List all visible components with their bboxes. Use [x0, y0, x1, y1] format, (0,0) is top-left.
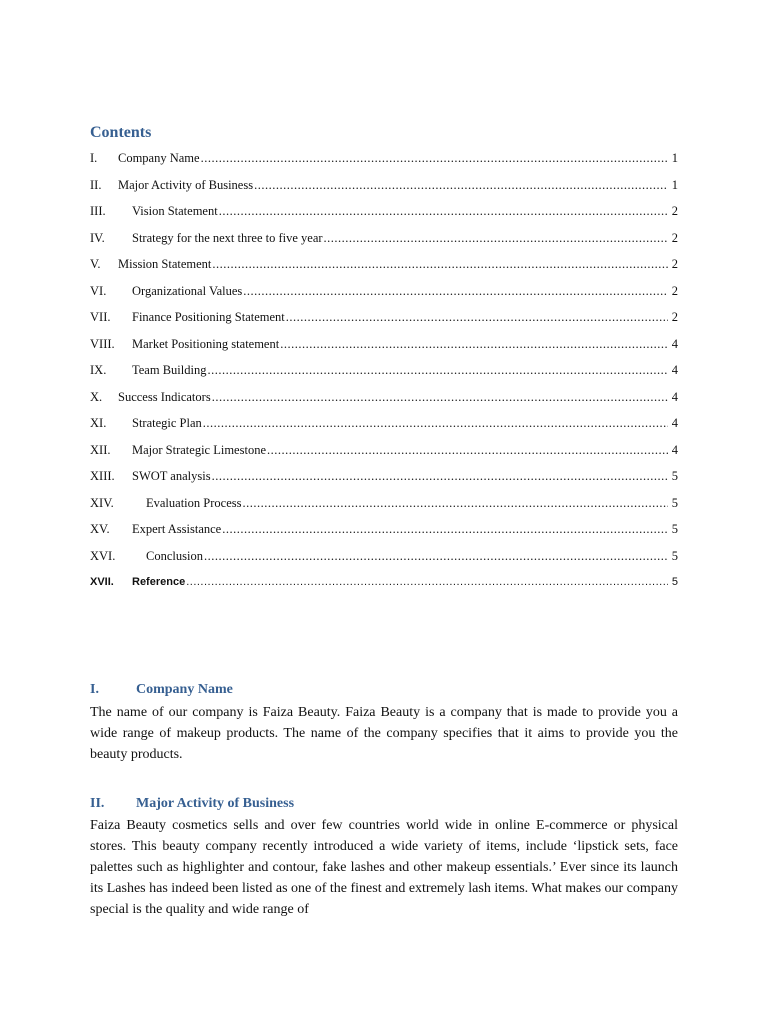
- toc-entry-page: 4: [671, 336, 678, 351]
- toc-entry[interactable]: [90, 572, 678, 599]
- toc-entry-page: 1: [671, 177, 678, 192]
- toc-heading: Contents: [90, 124, 152, 141]
- toc-entry-number: XII.: [90, 442, 111, 457]
- toc-entry[interactable]: [90, 413, 678, 440]
- toc-leader-dots: [267, 440, 668, 460]
- toc-entry-page: 4: [671, 363, 678, 377]
- toc-entry[interactable]: [90, 334, 678, 361]
- section-number: I.: [90, 682, 99, 697]
- toc-entry-page: 5: [671, 548, 678, 563]
- toc-entry-number: XVI.: [90, 548, 116, 563]
- toc-leader-dots: [207, 360, 668, 380]
- toc-entry[interactable]: [90, 519, 678, 546]
- toc-entry-page: 4: [671, 442, 678, 457]
- toc-leader-dots: [201, 148, 668, 168]
- toc-entry-number: XVII.: [90, 576, 114, 588]
- toc-entry-number: I.: [90, 151, 98, 165]
- section-body-major-activity: Faiza Beauty cosmetics sells and over few countries world wide in online E-commerce or physical stores. This beauty company recently introduced a wide variety of items, include ‘lipstick sets, face palettes such as highlighter and contour, fake lashes and other makeup essentials.’ Ever since its launch its Lashes has indeed been listed as one of the finest and extremely lash items. What makes our company special is the quality and wide range of: [90, 818, 678, 917]
- toc-entry-title: Organizational Values: [132, 283, 243, 298]
- toc-entry-title: Reference: [132, 576, 186, 588]
- toc-leader-dots: [219, 201, 668, 221]
- toc-entry[interactable]: [90, 493, 678, 520]
- toc-entry[interactable]: [90, 387, 678, 414]
- section-heading-company-name: [90, 682, 233, 698]
- toc-entry-page: 2: [671, 257, 678, 271]
- toc-leader-dots: [212, 387, 668, 407]
- toc-entry[interactable]: [90, 546, 678, 573]
- toc-entry-title: Strategic Plan: [132, 416, 202, 430]
- toc-entry-page: 4: [671, 416, 678, 430]
- toc-entry-number: XI.: [90, 416, 107, 430]
- toc-leader-dots: [204, 546, 668, 566]
- toc-entry-number: XV.: [90, 522, 110, 536]
- toc-entry-title: Expert Assistance: [132, 522, 222, 536]
- toc-entry-title: Finance Positioning Statement: [132, 310, 285, 324]
- toc-entry-title: Conclusion: [146, 548, 203, 563]
- toc-entry[interactable]: [90, 148, 678, 175]
- toc-entry-page: 2: [671, 230, 678, 245]
- section-title: Major Activity of Business: [136, 796, 295, 811]
- toc-entry-title: Major Strategic Limestone: [132, 442, 266, 457]
- toc-entry-title: Team Building: [132, 363, 207, 377]
- toc-entry-number: III.: [90, 204, 106, 218]
- toc-entry-page: 1: [671, 151, 678, 165]
- toc-entry[interactable]: [90, 360, 678, 387]
- toc-entry[interactable]: [90, 307, 678, 334]
- toc-leader-dots: [242, 493, 668, 513]
- toc-entry-page: 4: [671, 389, 678, 404]
- toc-entry[interactable]: [90, 281, 678, 308]
- toc-entry-number: IV.: [90, 230, 105, 245]
- toc-entry-number: VII.: [90, 310, 111, 324]
- toc-leader-dots: [212, 466, 668, 486]
- toc-leader-dots: [286, 307, 668, 327]
- toc-entry[interactable]: [90, 201, 678, 228]
- toc-entry-number: X.: [90, 389, 103, 404]
- toc-entry-title: Company Name: [118, 151, 200, 165]
- toc-entry[interactable]: [90, 466, 678, 493]
- toc-leader-dots: [203, 413, 668, 433]
- toc-entry-title: Mission Statement: [118, 257, 212, 271]
- toc-entry-page: 2: [671, 310, 678, 324]
- toc-entry-number: IX.: [90, 363, 107, 377]
- section-body-company-name: The name of our company is Faiza Beauty. Faiza Beauty is a company that is made to provide you a wide range of makeup products. The name of the company specifies that it aims to provide you the beauty products.: [90, 705, 678, 762]
- section-number: II.: [90, 796, 105, 811]
- toc-leader-dots: [222, 519, 668, 539]
- toc-entry-number: XIV.: [90, 495, 114, 510]
- toc-entry-number: V.: [90, 257, 101, 271]
- toc-entry-number: VI.: [90, 283, 107, 298]
- section-title: Company Name: [136, 682, 233, 697]
- toc-entry-page: 5: [671, 469, 678, 483]
- toc-leader-dots: [280, 334, 668, 354]
- toc-leader-dots: [254, 175, 668, 195]
- toc-leader-dots: [243, 281, 668, 301]
- toc-entry-title: Vision Statement: [132, 204, 218, 218]
- table-of-contents: [90, 148, 678, 599]
- toc-entry-number: VIII.: [90, 336, 115, 351]
- toc-entry[interactable]: [90, 440, 678, 467]
- toc-entry-page: 5: [671, 495, 678, 510]
- toc-leader-dots: [186, 572, 668, 592]
- toc-entry[interactable]: [90, 175, 678, 202]
- toc-entry-page: 2: [671, 283, 678, 298]
- toc-entry-page: 5: [671, 576, 678, 588]
- toc-entry-number: II.: [90, 177, 102, 192]
- toc-entry[interactable]: [90, 254, 678, 281]
- toc-entry-title: SWOT analysis: [132, 469, 211, 483]
- toc-entry-page: 5: [671, 522, 678, 536]
- toc-entry-title: Market Positioning statement: [132, 336, 280, 351]
- toc-entry-title: Success Indicators: [118, 389, 211, 404]
- toc-leader-dots: [324, 228, 668, 248]
- toc-entry-page: 2: [671, 204, 678, 218]
- toc-entry-title: Evaluation Process: [146, 495, 242, 510]
- toc-entry-title: Strategy for the next three to five year: [132, 230, 323, 245]
- toc-entry-title: Major Activity of Business: [118, 177, 254, 192]
- section-heading-major-activity: [90, 796, 294, 812]
- toc-leader-dots: [212, 254, 668, 274]
- toc-entry[interactable]: [90, 228, 678, 255]
- toc-entry-number: XIII.: [90, 469, 115, 483]
